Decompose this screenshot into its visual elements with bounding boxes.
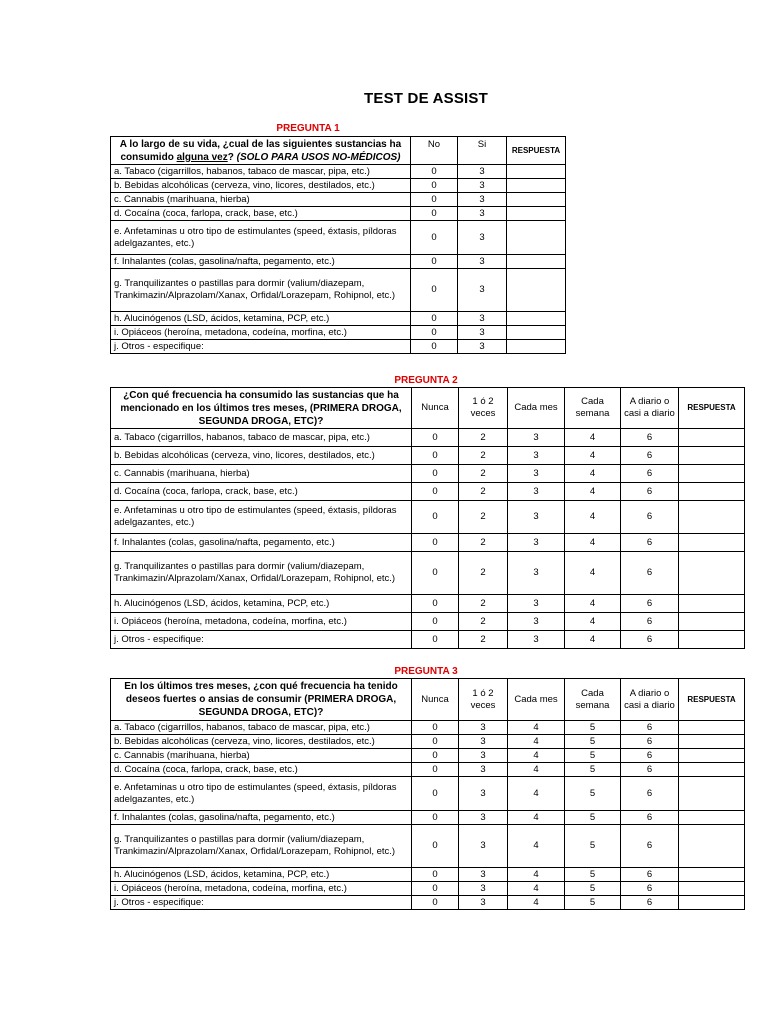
- respuesta-cell[interactable]: [679, 735, 745, 749]
- table-row: [111, 179, 566, 193]
- score-value: 0: [411, 193, 458, 207]
- column-header-a-diario: A diario o casi a diario: [621, 388, 679, 429]
- score-value: 4: [508, 896, 565, 910]
- score-value: 3: [459, 735, 508, 749]
- score-value: 3: [458, 255, 507, 269]
- respuesta-cell[interactable]: [507, 179, 566, 193]
- score-value: 5: [565, 896, 621, 910]
- score-value: 4: [508, 749, 565, 763]
- score-value: 0: [412, 763, 459, 777]
- respuesta-cell[interactable]: [507, 207, 566, 221]
- respuesta-cell[interactable]: [679, 882, 745, 896]
- table-row: [111, 896, 745, 910]
- score-value: 3: [459, 721, 508, 735]
- score-value: 6: [621, 735, 679, 749]
- score-value: 6: [621, 613, 679, 631]
- respuesta-cell[interactable]: [507, 269, 566, 312]
- pregunta-2-table: [110, 387, 745, 649]
- score-value: 5: [565, 825, 621, 868]
- score-value: 5: [565, 735, 621, 749]
- score-value: 2: [459, 595, 508, 613]
- score-value: 4: [508, 777, 565, 811]
- substance-label: h. Alucinógenos (LSD, ácidos, ketamina, PCP, etc.): [111, 868, 412, 882]
- score-value: 3: [459, 882, 508, 896]
- substance-label: f. Inhalantes (colas, gasolina/nafta, pegamento, etc.): [111, 534, 412, 552]
- score-value: 6: [621, 534, 679, 552]
- score-value: 0: [412, 721, 459, 735]
- score-value: 3: [458, 326, 507, 340]
- score-value: 3: [508, 534, 565, 552]
- table-row: [111, 207, 566, 221]
- score-value: 0: [411, 269, 458, 312]
- score-value: 4: [508, 735, 565, 749]
- substance-label: g. Tranquilizantes o pastillas para dormir (valium/diazepam, Trankimazin/Alprazolam/Xanax, Orfidal/Lorazepam, Rohipnol, etc.): [111, 825, 412, 868]
- score-value: 3: [508, 613, 565, 631]
- score-value: 0: [412, 447, 459, 465]
- respuesta-cell[interactable]: [679, 465, 745, 483]
- score-value: 0: [412, 534, 459, 552]
- substance-label: i. Opiáceos (heroína, metadona, codeína, morfina, etc.): [111, 882, 412, 896]
- score-value: 5: [565, 777, 621, 811]
- column-header-respuesta: RESPUESTA: [679, 679, 745, 721]
- score-value: 3: [459, 811, 508, 825]
- table-row: [111, 735, 745, 749]
- score-value: 6: [621, 595, 679, 613]
- column-header-1-o-2-veces: 1 ó 2 veces: [459, 388, 508, 429]
- substance-label: c. Cannabis (marihuana, hierba): [111, 465, 412, 483]
- score-value: 0: [412, 613, 459, 631]
- score-value: 3: [508, 429, 565, 447]
- table-row: [111, 429, 745, 447]
- score-value: 0: [412, 429, 459, 447]
- respuesta-cell[interactable]: [679, 501, 745, 534]
- respuesta-cell[interactable]: [507, 165, 566, 179]
- score-value: 3: [508, 483, 565, 501]
- substance-label: i. Opiáceos (heroína, metadona, codeína, morfina, etc.): [111, 613, 412, 631]
- score-value: 4: [508, 763, 565, 777]
- score-value: 3: [459, 896, 508, 910]
- score-value: 4: [565, 613, 621, 631]
- substance-label: d. Cocaína (coca, farlopa, crack, base, etc.): [111, 763, 412, 777]
- score-value: 0: [412, 868, 459, 882]
- respuesta-cell[interactable]: [679, 447, 745, 465]
- column-header-1-o-2-veces: 1 ó 2 veces: [459, 679, 508, 721]
- score-value: 0: [411, 221, 458, 255]
- substance-label: a. Tabaco (cigarrillos, habanos, tabaco de mascar, pipa, etc.): [111, 721, 412, 735]
- respuesta-cell[interactable]: [679, 483, 745, 501]
- score-value: 3: [508, 595, 565, 613]
- score-value: 6: [621, 501, 679, 534]
- score-value: 0: [412, 896, 459, 910]
- score-value: 0: [411, 326, 458, 340]
- respuesta-cell[interactable]: [507, 255, 566, 269]
- column-header-respuesta: RESPUESTA: [679, 388, 745, 429]
- score-value: 2: [459, 483, 508, 501]
- substance-label: b. Bebidas alcohólicas (cerveza, vino, licores, destilados, etc.): [111, 447, 412, 465]
- respuesta-cell[interactable]: [679, 534, 745, 552]
- substance-label: g. Tranquilizantes o pastillas para dormir (valium/diazepam, Trankimazin/Alprazolam/Xanax, Orfidal/Lorazepam, Rohipnol, etc.): [111, 269, 411, 312]
- respuesta-cell[interactable]: [679, 613, 745, 631]
- score-value: 0: [412, 811, 459, 825]
- score-value: 3: [508, 552, 565, 595]
- page-title: TEST DE ASSIST: [364, 90, 488, 107]
- substance-label: b. Bebidas alcohólicas (cerveza, vino, licores, destilados, etc.): [111, 735, 412, 749]
- table-row: [111, 501, 745, 534]
- score-value: 5: [565, 763, 621, 777]
- respuesta-cell[interactable]: [507, 221, 566, 255]
- table-row: [111, 312, 566, 326]
- table-row: [111, 269, 566, 312]
- table-row: [111, 255, 566, 269]
- table-row: [111, 552, 745, 595]
- score-value: 6: [621, 777, 679, 811]
- score-value: 6: [621, 552, 679, 595]
- score-value: 2: [459, 465, 508, 483]
- table-row: [111, 721, 745, 735]
- table-row: [111, 868, 745, 882]
- substance-label: a. Tabaco (cigarrillos, habanos, tabaco de mascar, pipa, etc.): [111, 429, 412, 447]
- score-value: 4: [565, 465, 621, 483]
- table-row: [111, 631, 745, 649]
- table-row: [111, 534, 745, 552]
- pregunta-1-label: PREGUNTA 1: [276, 123, 340, 134]
- score-value: 3: [459, 763, 508, 777]
- table-row: [111, 483, 745, 501]
- pregunta-3-question: En los últimos tres meses, ¿con qué frecuencia ha tenido deseos fuertes o ansias de consumir (PRIMERA DROGA, SEGUNDA DROGA, ETC)?: [111, 679, 412, 721]
- score-value: 2: [459, 447, 508, 465]
- respuesta-cell[interactable]: [507, 326, 566, 340]
- score-value: 3: [508, 631, 565, 649]
- score-value: 5: [565, 811, 621, 825]
- score-value: 4: [565, 501, 621, 534]
- respuesta-cell[interactable]: [679, 896, 745, 910]
- table-row: [111, 221, 566, 255]
- score-value: 2: [459, 501, 508, 534]
- score-value: 0: [411, 255, 458, 269]
- table-row: [111, 165, 566, 179]
- score-value: 0: [411, 340, 458, 354]
- score-value: 6: [621, 447, 679, 465]
- score-value: 6: [621, 882, 679, 896]
- score-value: 5: [565, 721, 621, 735]
- table-row: [111, 340, 566, 354]
- substance-label: c. Cannabis (marihuana, hierba): [111, 749, 412, 763]
- score-value: 6: [621, 763, 679, 777]
- score-value: 0: [412, 631, 459, 649]
- score-value: 4: [565, 595, 621, 613]
- score-value: 3: [458, 179, 507, 193]
- score-value: 3: [459, 868, 508, 882]
- pregunta-1-table: [110, 136, 566, 354]
- score-value: 2: [459, 613, 508, 631]
- score-value: 0: [412, 735, 459, 749]
- score-value: 6: [621, 868, 679, 882]
- score-value: 3: [508, 501, 565, 534]
- score-value: 2: [459, 534, 508, 552]
- substance-label: i. Opiáceos (heroína, metadona, codeína, morfina, etc.): [111, 326, 411, 340]
- respuesta-cell[interactable]: [679, 595, 745, 613]
- table-row: [111, 882, 745, 896]
- substance-label: f. Inhalantes (colas, gasolina/nafta, pegamento, etc.): [111, 811, 412, 825]
- table-row: [111, 825, 745, 868]
- score-value: 0: [412, 595, 459, 613]
- respuesta-cell[interactable]: [507, 312, 566, 326]
- score-value: 0: [411, 312, 458, 326]
- score-value: 4: [565, 534, 621, 552]
- score-value: 6: [621, 429, 679, 447]
- score-value: 4: [508, 825, 565, 868]
- score-value: 3: [459, 825, 508, 868]
- table-row: [111, 749, 745, 763]
- score-value: 2: [459, 631, 508, 649]
- score-value: 6: [621, 631, 679, 649]
- respuesta-cell[interactable]: [507, 193, 566, 207]
- respuesta-cell[interactable]: [679, 749, 745, 763]
- respuesta-cell[interactable]: [679, 631, 745, 649]
- score-value: 0: [411, 179, 458, 193]
- score-value: 3: [458, 165, 507, 179]
- pregunta-2-question: ¿Con qué frecuencia ha consumido las sustancias que ha mencionado en los últimos tres meses, (PRIMERA DROGA, SEGUNDA DROGA, ETC)?: [111, 388, 412, 429]
- score-value: 5: [565, 749, 621, 763]
- score-value: 3: [508, 465, 565, 483]
- score-value: 0: [412, 483, 459, 501]
- substance-label: e. Anfetaminas u otro tipo de estimulantes (speed, éxtasis, píldoras adelgazantes, etc.): [111, 777, 412, 811]
- score-value: 6: [621, 896, 679, 910]
- score-value: 5: [565, 868, 621, 882]
- substance-label: e. Anfetaminas u otro tipo de estimulantes (speed, éxtasis, píldoras adelgazantes, etc.): [111, 501, 412, 534]
- score-value: 4: [565, 429, 621, 447]
- score-value: 6: [621, 483, 679, 501]
- substance-label: e. Anfetaminas u otro tipo de estimulantes (speed, éxtasis, píldoras adelgazantes, etc.): [111, 221, 411, 255]
- score-value: 4: [565, 447, 621, 465]
- column-header-cada-mes: Cada mes: [508, 679, 565, 721]
- respuesta-cell[interactable]: [679, 825, 745, 868]
- score-value: 3: [458, 269, 507, 312]
- score-value: 0: [412, 749, 459, 763]
- score-value: 6: [621, 721, 679, 735]
- substance-label: g. Tranquilizantes o pastillas para dormir (valium/diazepam, Trankimazin/Alprazolam/Xanax, Orfidal/Lorazepam, Rohipnol, etc.): [111, 552, 412, 595]
- score-value: 6: [621, 811, 679, 825]
- column-header-no: No: [411, 137, 458, 165]
- respuesta-cell[interactable]: [679, 777, 745, 811]
- pregunta-1-question: A lo largo de su vida, ¿cual de las siguientes sustancias ha consumido alguna vez? (SOLO PARA USOS NO-MÉDICOS): [111, 137, 411, 165]
- table-row: [111, 193, 566, 207]
- score-value: 4: [565, 552, 621, 595]
- substance-label: f. Inhalantes (colas, gasolina/nafta, pegamento, etc.): [111, 255, 411, 269]
- column-header-cada-semana: Cada semana: [565, 388, 621, 429]
- score-value: 6: [621, 749, 679, 763]
- pregunta-3-table: [110, 678, 745, 910]
- substance-label: j. Otros - especifique:: [111, 340, 411, 354]
- respuesta-cell[interactable]: [679, 429, 745, 447]
- score-value: 4: [565, 483, 621, 501]
- score-value: 3: [458, 312, 507, 326]
- score-value: 4: [508, 721, 565, 735]
- table-row: [111, 613, 745, 631]
- pregunta-3-label: PREGUNTA 3: [394, 666, 458, 677]
- score-value: 0: [411, 165, 458, 179]
- score-value: 0: [412, 465, 459, 483]
- column-header-si: Si: [458, 137, 507, 165]
- respuesta-cell[interactable]: [679, 868, 745, 882]
- score-value: 4: [508, 811, 565, 825]
- score-value: 3: [458, 340, 507, 354]
- score-value: 0: [412, 501, 459, 534]
- score-value: 2: [459, 429, 508, 447]
- score-value: 0: [411, 207, 458, 221]
- substance-label: a. Tabaco (cigarrillos, habanos, tabaco de mascar, pipa, etc.): [111, 165, 411, 179]
- score-value: 4: [565, 631, 621, 649]
- table-row: [111, 465, 745, 483]
- respuesta-cell[interactable]: [679, 721, 745, 735]
- score-value: 3: [459, 749, 508, 763]
- score-value: 0: [412, 552, 459, 595]
- table-row: [111, 777, 745, 811]
- score-value: 3: [458, 221, 507, 255]
- column-header-cada-mes: Cada mes: [508, 388, 565, 429]
- score-value: 5: [565, 882, 621, 896]
- table-row: [111, 326, 566, 340]
- substance-label: d. Cocaína (coca, farlopa, crack, base, etc.): [111, 483, 412, 501]
- column-header-nunca: Nunca: [412, 679, 459, 721]
- score-value: 3: [458, 193, 507, 207]
- score-value: 3: [458, 207, 507, 221]
- score-value: 3: [459, 777, 508, 811]
- respuesta-cell[interactable]: [679, 552, 745, 595]
- score-value: 0: [412, 825, 459, 868]
- table-row: [111, 595, 745, 613]
- score-value: 2: [459, 552, 508, 595]
- pregunta-2-label: PREGUNTA 2: [394, 375, 458, 386]
- respuesta-cell[interactable]: [507, 340, 566, 354]
- substance-label: j. Otros - especifique:: [111, 631, 412, 649]
- substance-label: b. Bebidas alcohólicas (cerveza, vino, licores, destilados, etc.): [111, 179, 411, 193]
- column-header-a-diario: A diario o casi a diario: [621, 679, 679, 721]
- column-header-nunca: Nunca: [412, 388, 459, 429]
- score-value: 6: [621, 465, 679, 483]
- substance-label: h. Alucinógenos (LSD, ácidos, ketamina, PCP, etc.): [111, 312, 411, 326]
- respuesta-cell[interactable]: [679, 811, 745, 825]
- substance-label: j. Otros - especifique:: [111, 896, 412, 910]
- score-value: 6: [621, 825, 679, 868]
- table-row: [111, 811, 745, 825]
- score-value: 4: [508, 868, 565, 882]
- table-row: [111, 447, 745, 465]
- column-header-respuesta: RESPUESTA: [507, 137, 566, 165]
- column-header-cada-semana: Cada semana: [565, 679, 621, 721]
- score-value: 4: [508, 882, 565, 896]
- score-value: 0: [412, 777, 459, 811]
- score-value: 0: [412, 882, 459, 896]
- score-value: 3: [508, 447, 565, 465]
- substance-label: h. Alucinógenos (LSD, ácidos, ketamina, PCP, etc.): [111, 595, 412, 613]
- table-row: [111, 763, 745, 777]
- substance-label: d. Cocaína (coca, farlopa, crack, base, etc.): [111, 207, 411, 221]
- respuesta-cell[interactable]: [679, 763, 745, 777]
- substance-label: c. Cannabis (marihuana, hierba): [111, 193, 411, 207]
